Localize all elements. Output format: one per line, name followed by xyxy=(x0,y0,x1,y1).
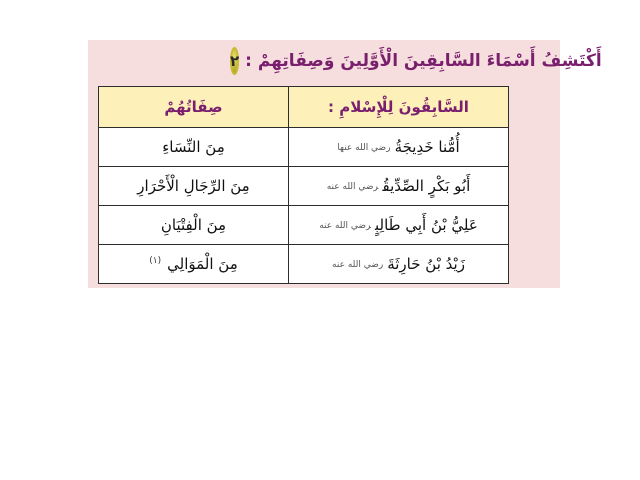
name-cell xyxy=(289,245,509,284)
table-row xyxy=(99,206,509,245)
honorific-glyph: رضي الله عنه xyxy=(319,220,371,231)
trait-cell: مِنَ الْفِتْيَانِ xyxy=(99,206,289,245)
predecessors-table xyxy=(98,86,509,284)
table-row xyxy=(99,167,509,206)
table-row xyxy=(99,245,509,284)
header-predecessors: السَّابِقُونَ لِلْإِسْلامِ : xyxy=(289,87,509,128)
person-name: عَلِيُّ بْنُ أَبِي طَالِبٍ xyxy=(375,216,478,234)
person-name: زَيْدُ بْنُ حَارِثَةَ xyxy=(387,255,465,273)
person-name: أَبُو بَكْرٍ الصِّدِّيقُ xyxy=(382,177,471,195)
trait-cell: مِنَ النِّسَاءِ xyxy=(99,128,289,167)
trait-text: مِنَ الْمَوَالِي xyxy=(167,255,238,273)
table-row xyxy=(99,128,509,167)
header-traits: صِفَاتُهُمْ xyxy=(99,87,289,128)
honorific-glyph: رضي الله عنه xyxy=(332,259,384,270)
person-name: أُمُّنا خَدِيجَةُ xyxy=(394,138,460,156)
exercise-heading xyxy=(230,46,602,76)
exercise-heading-text: أَكْتَشِفُ أَسْمَاءَ السَّابِقِينَ الْأَوَّلِينَ وَصِفَاتِهِمْ : xyxy=(245,51,602,71)
name-cell xyxy=(289,206,509,245)
name-cell xyxy=(289,167,509,206)
name-cell xyxy=(289,128,509,167)
trait-cell xyxy=(99,245,289,284)
footnote-marker: (١) xyxy=(149,256,162,266)
exercise-number-badge: ٢ xyxy=(230,47,239,75)
honorific-glyph: رضي الله عنها xyxy=(337,142,391,153)
trait-cell: مِنَ الرِّجَالِ الْأَحْرَارِ xyxy=(99,167,289,206)
honorific-glyph: رضي الله عنه xyxy=(326,181,379,192)
table-header-row xyxy=(99,87,509,128)
